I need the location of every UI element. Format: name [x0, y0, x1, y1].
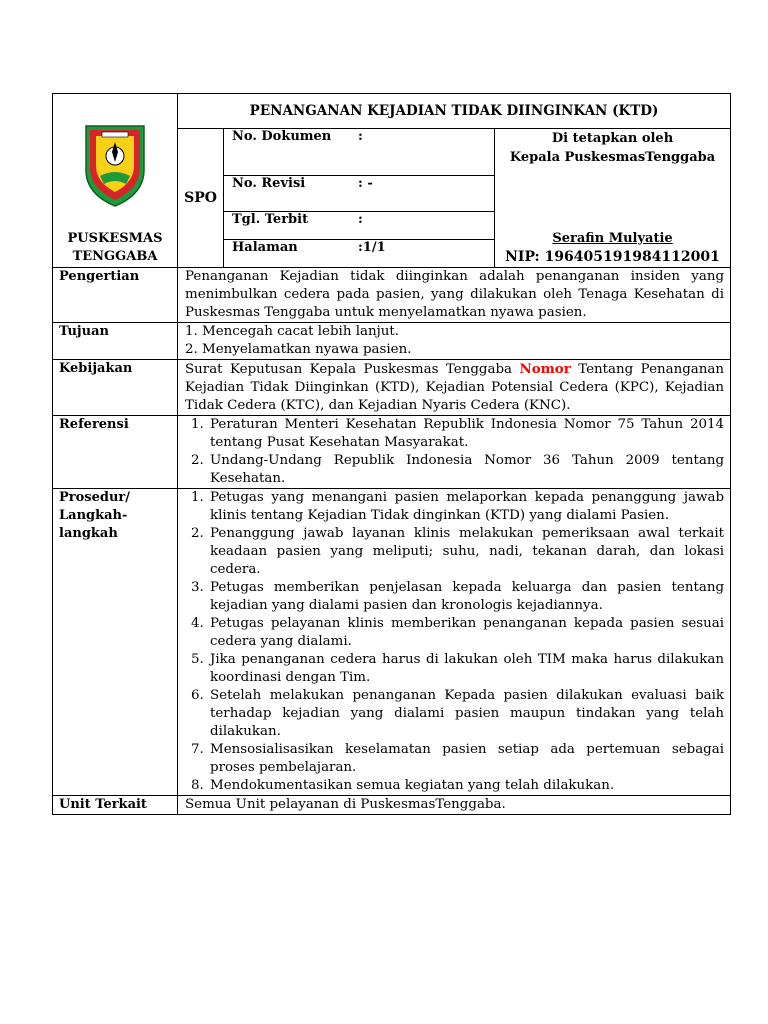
approval-title: [495, 129, 730, 167]
list-text: Penanggung jawab layanan klinis melakukan pemeriksaan awal terkait keadaan pasien yang meliputi; suhu, nadi, tekanan darah, dan lokasi cedera.: [210, 526, 725, 577]
approval-line-2: Kepala PuskesmasTenggaba: [509, 150, 716, 165]
list-text: Setelah melakukan penanganan Kepada pasien dilakukan evaluasi baik terhadap kejadian yang dialami pasien maupun tindakan yang telah dilakukan.: [210, 688, 725, 739]
pengertian-label: Pengertian: [53, 268, 178, 323]
list-item: [185, 452, 724, 488]
no-dokumen-value: :: [350, 129, 494, 175]
list-item: [185, 525, 724, 579]
row-referensi: [53, 416, 731, 489]
list-number: 2.: [191, 526, 204, 541]
puskesmas-logo-emblem: [80, 120, 150, 208]
prosedur-label-line-2: Langkah-: [59, 508, 128, 523]
list-number: 1.: [191, 490, 204, 505]
list-text: Mensosialisasikan keselamatan pasien setiap ada pertemuan sebagai proses pembelajaran.: [210, 742, 725, 775]
org-line-2: TENGGABA: [72, 249, 158, 264]
tgl-terbit-label: Tgl. Terbit: [224, 211, 350, 239]
approval-line-1: Di tetapkan oleh: [551, 131, 674, 146]
list-item: [185, 579, 724, 615]
pengertian-text: Penanganan Kejadian tidak diinginkan adalah penanganan insiden yang menimbulkan cedera pada pasien, yang dilakukan oleh Tenaga Kesehatan di Puskesmas Tenggaba untuk menyelamatkan nyawa pasien.: [178, 268, 731, 323]
list-number: 1.: [191, 417, 204, 432]
logo-cell: [53, 94, 178, 268]
list-text: Mendokumentasikan semua kegiatan yang telah dilakukan.: [210, 778, 615, 793]
tujuan-content: [178, 323, 731, 360]
tujuan-item: 2. Menyelamatkan nyawa pasien.: [185, 342, 412, 357]
prosedur-content: [178, 489, 731, 796]
kebijakan-text: [178, 360, 731, 416]
list-text: Petugas yang menangani pasien melaporkan kepada penanggung jawab klinis tentang Kejadian Tidak dinginkan (KTD) yang dialami Pasien.: [210, 490, 725, 523]
signer-nip: NIP: 196405191984112001: [505, 249, 720, 265]
list-number: 8.: [191, 778, 204, 793]
list-text: Jika penanganan cedera harus di lakukan oleh TIM maka harus dilakukan koordinasi dengan Tim.: [210, 652, 725, 685]
unit-terkait-text: Semua Unit pelayanan di PuskesmasTenggaba.: [178, 796, 731, 815]
row-unit-terkait: [53, 796, 731, 815]
list-text: Petugas pelayanan klinis memberikan penanganan kepada pasien sesuai cedera yang dialami.: [210, 616, 725, 649]
kebijakan-text-before: Surat Keputusan Kepala Puskesmas Tenggaba: [185, 362, 513, 377]
referensi-list: [185, 416, 724, 488]
approval-cell: [495, 129, 731, 268]
signer-block: [495, 229, 730, 267]
document-meta: [224, 129, 494, 267]
row-kebijakan: [53, 360, 731, 416]
list-number: 2.: [191, 453, 204, 468]
spo-document-table: [52, 93, 731, 815]
spo-label: SPO: [178, 129, 224, 268]
tujuan-label: Tujuan: [53, 323, 178, 360]
referensi-label: Referensi: [53, 416, 178, 489]
prosedur-label-line-3: langkah: [59, 526, 118, 541]
document-title: PENANGANAN KEJADIAN TIDAK DIINGINKAN (KTD): [178, 94, 731, 129]
unit-terkait-label: Unit Terkait: [53, 796, 178, 815]
prosedur-list: [185, 489, 724, 795]
list-item: [185, 777, 724, 795]
halaman-label: Halaman: [232, 239, 298, 255]
list-number: 4.: [191, 616, 204, 631]
list-text: Petugas memberikan penjelasan kepada keluarga dan pasien tentang kejadian yang dialami pasien dan kronologis kejadiannya.: [210, 580, 725, 613]
kebijakan-label: Kebijakan: [53, 360, 178, 416]
list-item: [185, 651, 724, 687]
kebijakan-highlight: Nomor: [519, 361, 571, 377]
tgl-terbit-value: :: [350, 211, 494, 239]
list-item: [185, 687, 724, 741]
list-text: Undang-Undang Republik Indonesia Nomor 36 Tahun 2009 tentang Kesehatan.: [210, 453, 725, 486]
list-number: 5.: [191, 652, 204, 667]
list-item: [185, 741, 724, 777]
no-dokumen-label: No. Dokumen: [224, 129, 350, 175]
row-tujuan: [53, 323, 731, 360]
tujuan-item: 1. Mencegah cacat lebih lanjut.: [185, 324, 400, 339]
org-line-1: PUSKESMAS: [67, 231, 163, 246]
list-item: [185, 489, 724, 525]
kebijakan-text-after: Tentang Penanganan Kejadian Tidak Diinginkan (KTD), Kejadian Potensial Cedera (KPC), Kejadian Tidak Cedera (KTC), dan Kejadian Nyaris Cedera (KNC).: [185, 362, 725, 413]
list-number: 7.: [191, 742, 204, 757]
halaman-value: :1/1: [358, 239, 386, 255]
list-text: Peraturan Menteri Kesehatan Republik Indonesia Nomor 75 Tahun 2014 tentang Pusat Kesehatan Masyarakat.: [210, 417, 725, 450]
list-item: [185, 416, 724, 452]
signer-name: Serafin Mulyatie: [552, 231, 673, 246]
list-number: 3.: [191, 580, 204, 595]
referensi-content: [178, 416, 731, 489]
no-revisi-label: No. Revisi: [224, 175, 350, 211]
prosedur-label: [53, 489, 178, 796]
meta-cell: [224, 129, 495, 268]
no-revisi-value: : -: [350, 175, 494, 211]
list-number: 6.: [191, 688, 204, 703]
list-item: [185, 615, 724, 651]
organization-name: [53, 230, 177, 266]
row-prosedur: [53, 489, 731, 796]
row-pengertian: [53, 268, 731, 323]
prosedur-label-line-1: Prosedur/: [59, 490, 131, 505]
